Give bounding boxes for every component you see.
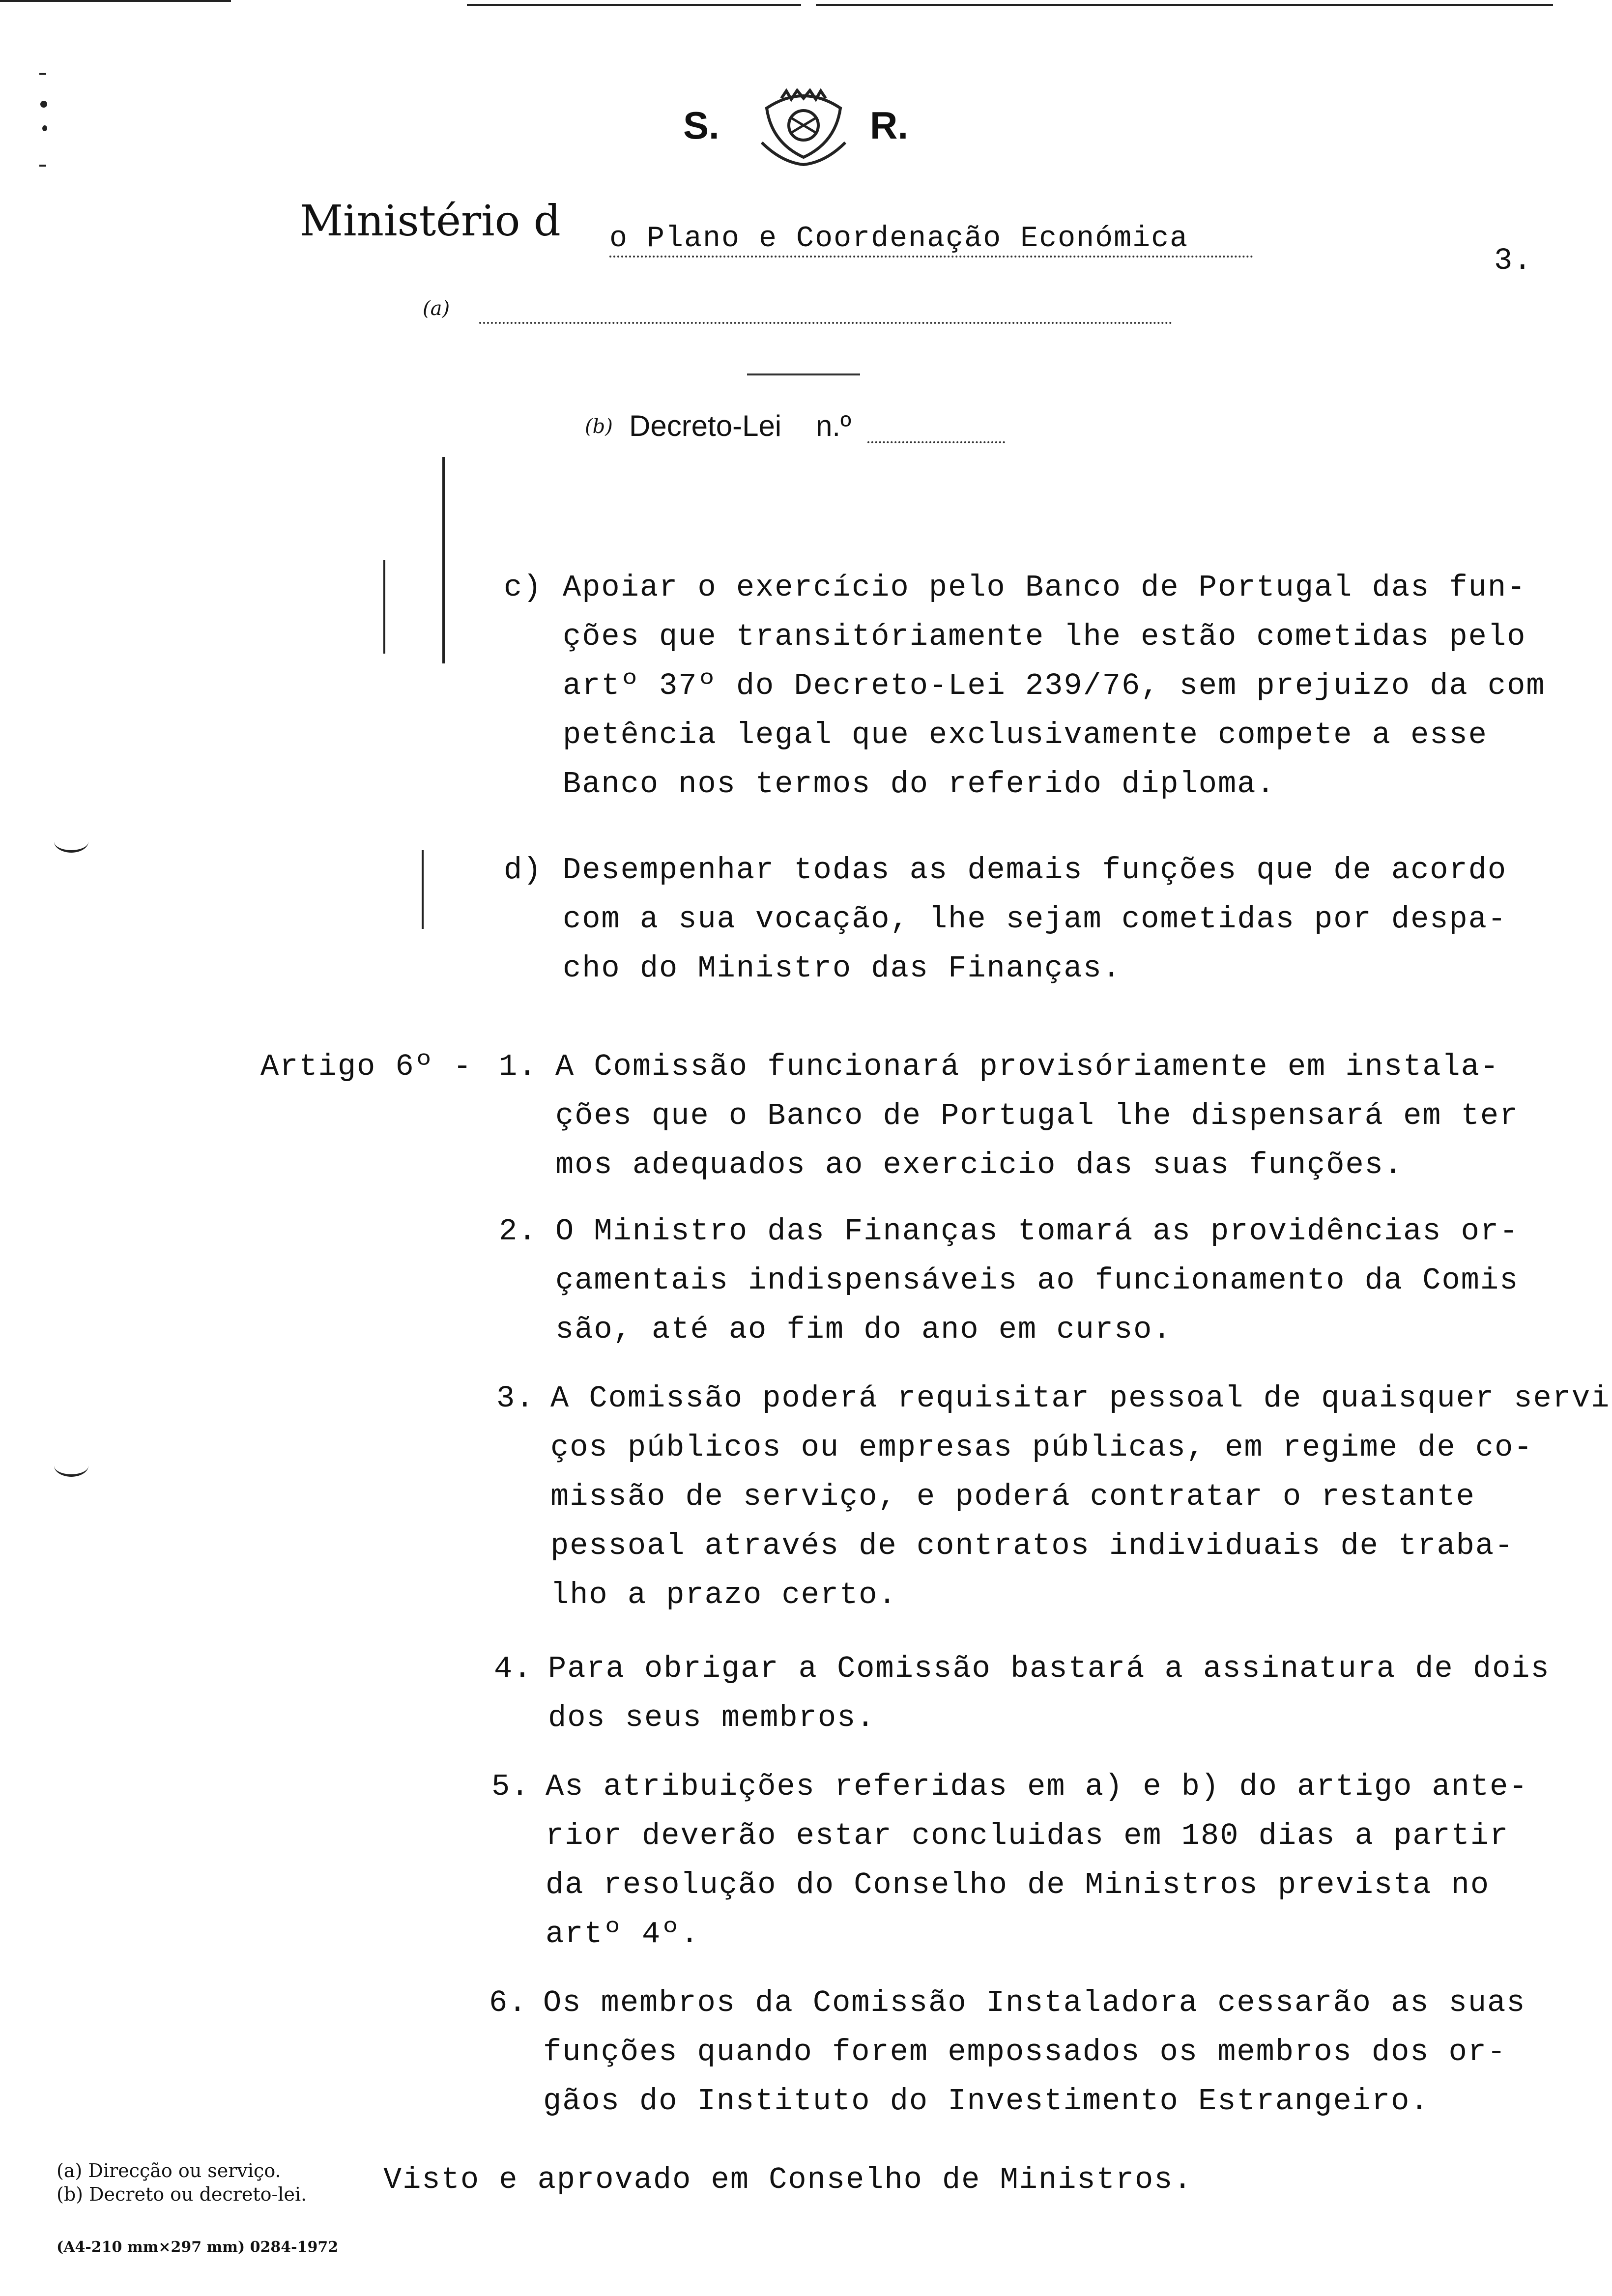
paragraph-line: A Comissão funcionará provisóriamente em instala-: [555, 1049, 1500, 1084]
paragraph-line: funções quando forem empossados os membros dos or-: [543, 2035, 1507, 2069]
paragraph-line: mos adequados ao exercicio das suas funções.: [555, 1148, 1404, 1182]
paragraph-number: 6.: [489, 1985, 528, 2020]
footnote-mark-a: (a): [423, 297, 450, 320]
paragraph-number: 1.: [499, 1049, 538, 1084]
paragraph-line: çamentais indispensáveis ao funcionamento da Comis: [555, 1263, 1519, 1298]
paragraph-number: 3.: [496, 1381, 535, 1416]
item-c-line: ções que transitóriamente lhe estão cometidas pelo: [563, 619, 1526, 654]
paragraph-line: pessoal através de contratos individuais de traba-: [550, 1528, 1514, 1563]
article-heading: Artigo 6º -: [260, 1049, 473, 1084]
paragraph-number: 4.: [494, 1651, 533, 1686]
item-d-label: d): [504, 853, 543, 888]
paragraph-number: 5.: [491, 1769, 530, 1804]
footnote-b: (b) Decreto ou decreto-lei.: [57, 2183, 307, 2205]
paragraph-line: são, até ao fim do ano em curso.: [555, 1312, 1172, 1347]
paragraph-line: missão de serviço, e poderá contratar o restante: [550, 1479, 1475, 1514]
paragraph-line: gãos do Instituto do Investimento Estrangeiro.: [543, 2084, 1430, 2119]
closing-line: Visto e aprovado em Conselho de Ministros.: [383, 2162, 1193, 2197]
item-c-line: petência legal que exclusivamente compete a esse: [563, 718, 1488, 752]
form-code: (A4-210 mm×297 mm) 0284-1972: [57, 2239, 339, 2256]
paragraph-line: O Ministro das Finanças tomará as providências or-: [555, 1214, 1519, 1249]
page-number: 3.: [1494, 243, 1533, 278]
ministry-prefix: Ministério d: [300, 197, 561, 246]
paragraph-line: da resolução do Conselho de Ministros prevista no: [546, 1867, 1490, 1902]
paragraph-number: 2.: [499, 1214, 538, 1249]
item-d-line: com a sua vocação, lhe sejam cometidas por despa-: [563, 902, 1507, 937]
paragraph-line: dos seus membros.: [548, 1700, 876, 1735]
item-c-line: Banco nos termos do referido diploma.: [563, 767, 1276, 802]
decree-number-label: n.º: [816, 409, 851, 442]
paragraph-line: As atribuições referidas em a) e b) do artigo ante-: [546, 1769, 1528, 1804]
footnote-mark-b: (b): [585, 415, 613, 438]
ministry-name: o Plano e Coordenação Económica: [609, 222, 1189, 256]
paragraph-line: artº 4º.: [546, 1917, 700, 1952]
item-d-line: Desempenhar todas as demais funções que de acordo: [563, 853, 1507, 888]
paragraph-line: ções que o Banco de Portugal lhe dispensará em ter: [555, 1098, 1519, 1133]
letterhead-s: S.: [683, 104, 720, 147]
item-d-line: cho do Ministro das Finanças.: [563, 951, 1122, 986]
paragraph-line: lho a prazo certo.: [550, 1578, 897, 1612]
paragraph-line: Os membros da Comissão Instaladora cessarão as suas: [543, 1985, 1526, 2020]
item-c-label: c): [504, 570, 543, 605]
item-c-line: artº 37º do Decreto-Lei 239/76, sem prejuizo da com: [563, 668, 1546, 703]
footnotes: [0, 2152, 374, 2280]
footnote-a: (a) Direcção ou serviço.: [57, 2160, 281, 2181]
paragraph-line: rior deverão estar concluidas em 180 dias a partir: [546, 1818, 1509, 1853]
paragraph-line: A Comissão poderá requisitar pessoal de quaisquer servi: [550, 1381, 1611, 1416]
paragraph-line: ços públicos ou empresas públicas, em regime de co-: [550, 1430, 1533, 1465]
letterhead-r: R.: [870, 104, 908, 147]
item-c-line: Apoiar o exercício pelo Banco de Portugal das fun-: [563, 570, 1526, 605]
decree-label: Decreto-Lei: [629, 409, 782, 442]
paragraph-line: Para obrigar a Comissão bastará a assinatura de dois: [548, 1651, 1550, 1686]
